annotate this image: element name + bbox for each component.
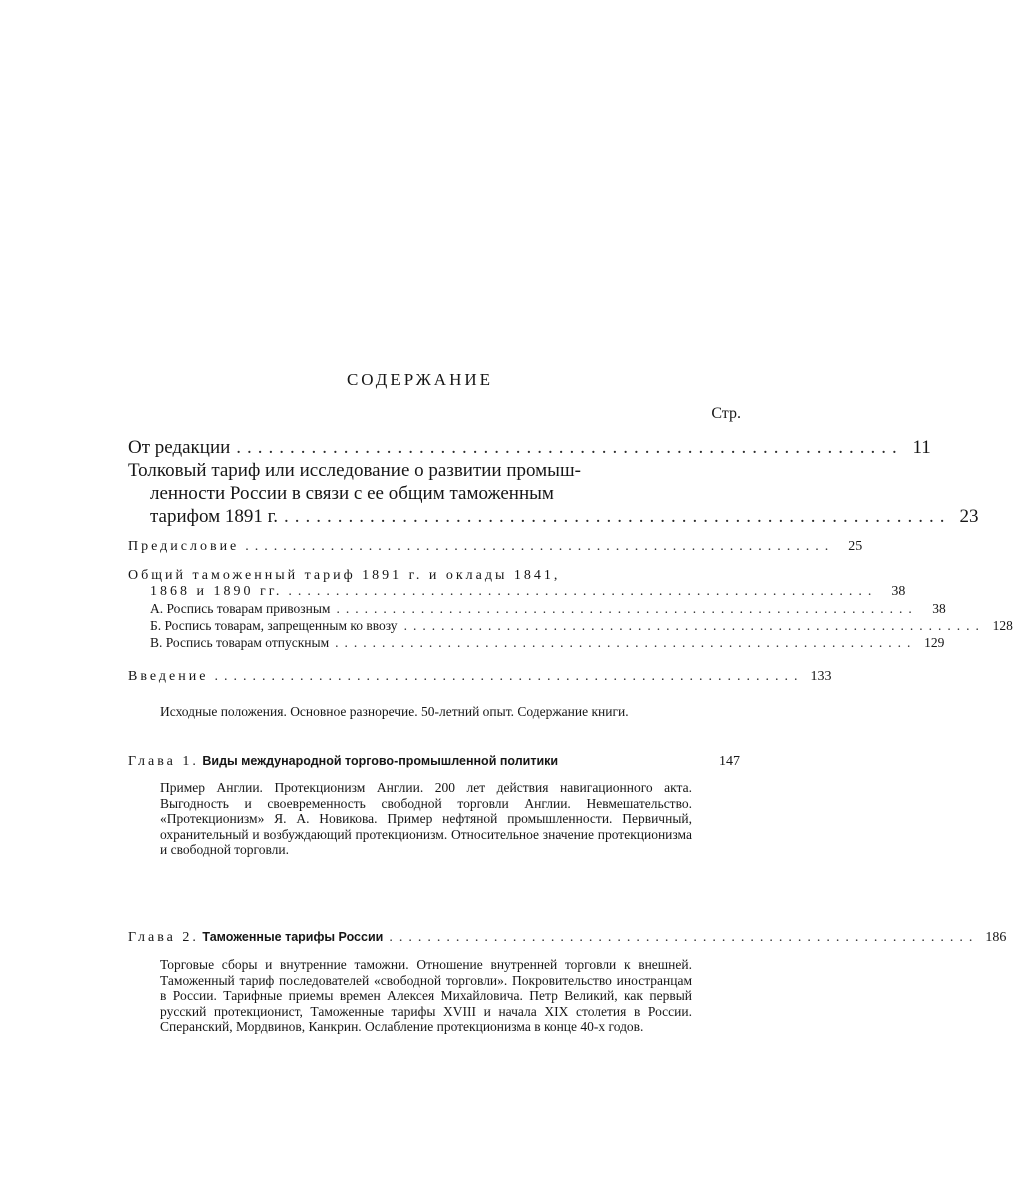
- toc-subentry-label: Б. Роспись товарам, запрещенным ко ввозу: [150, 618, 398, 633]
- toc-entry-chapter-2[interactable]: [128, 929, 1007, 946]
- leader-dots: ..............................................................: [245, 539, 835, 554]
- toc-entry-chapter-1[interactable]: [128, 753, 740, 770]
- toc-subentry-label: А. Роспись товарам привозным: [150, 601, 331, 616]
- toc-entry-page: 23: [959, 506, 979, 527]
- toc-entry-label-line: 1868 и 1890 гг.: [150, 584, 283, 599]
- toc-subentry-page: 129: [924, 635, 945, 650]
- toc-subentry-page: 128: [992, 618, 1013, 633]
- leader-dots: ..............................................................: [403, 618, 985, 633]
- toc-subentry-page: 38: [932, 601, 946, 616]
- chapter-prefix: Глава 2.: [128, 930, 199, 945]
- toc-entry-page: 25: [848, 539, 863, 554]
- toc-entry-label-line: Толковый тариф или исследование о развитии промыш-: [128, 460, 581, 481]
- leader-dots: ..............................................................: [236, 437, 903, 458]
- toc-subentry-b[interactable]: [128, 618, 1013, 633]
- leader-dots: ..............................................................: [389, 930, 979, 945]
- chapter-1-summary: Пример Англии. Протекционизм Англии. 200 лет действия навигационного акта. Выгодность и своевременность свободной торговли Англии. Невмешательство. «Протекционизм» Я. А. Новикова. Пример нефтяной промышленности. Первичный, охранительный и возбуждающий протекционизм. Относительное значение протекционизма и свободной торговли.: [160, 780, 692, 857]
- toc-entry-tariff-book[interactable]: [128, 459, 979, 528]
- toc-entry-label-line: Общий таможенный тариф 1891 г. и оклады 1841,: [128, 568, 561, 583]
- chapter-prefix: Глава 1.: [128, 754, 199, 769]
- toc-entry-label: От редакции: [128, 437, 231, 458]
- toc-entry-page: 11: [912, 437, 931, 458]
- leader-dots: ..............................................................: [336, 601, 918, 616]
- page-column-label: Стр.: [711, 405, 741, 422]
- toc-entry-label: Введение: [128, 669, 209, 684]
- toc-subentry-label: В. Роспись товарам отпускным: [150, 635, 330, 650]
- toc-subentry-a[interactable]: [128, 601, 946, 616]
- introduction-summary: Исходные положения. Основное разноречие. 50-летний опыт. Содержание книги.: [160, 704, 629, 719]
- leader-dots: ..............................................................: [288, 584, 878, 599]
- toc-entry-page: 186: [985, 930, 1007, 945]
- leader-dots: ..............................................................: [335, 635, 917, 650]
- toc-subentry-c[interactable]: [128, 635, 945, 650]
- leader-dots: ..............................................................: [214, 669, 804, 684]
- toc-entry-introduction[interactable]: [128, 669, 832, 685]
- leader-dots: ..............................................................: [284, 506, 951, 527]
- toc-entry-from-editors[interactable]: [128, 436, 931, 459]
- chapter-title: Таможенные тарифы России: [202, 930, 384, 944]
- toc-entry-page: 133: [810, 669, 832, 684]
- toc-entry-label-line: ленности России в связи с ее общим таможенным: [150, 483, 554, 504]
- toc-entry-page: 147: [719, 754, 740, 769]
- toc-entry-label-line: тарифом 1891 г.: [150, 506, 279, 527]
- toc-entry-page: 38: [891, 584, 906, 599]
- toc-entry-label: Предисловие: [128, 539, 240, 554]
- toc-entry-general-tariff[interactable]: [128, 568, 906, 600]
- chapter-title: Виды международной торгово-промышленной политики: [202, 754, 559, 768]
- toc-entry-preface[interactable]: [128, 539, 863, 555]
- toc-title: СОДЕРЖАНИЕ: [346, 370, 494, 389]
- chapter-2-summary: Торговые сборы и внутренние таможни. Отношение внутренней торговли к внешней. Таможенный тариф последователей «свободной торговли». Покровительство иностранцам в России. Тарифные приемы времен Алексея Михайловича. Петр Великий, как первый русский протекционист, Таможенные тарифы XVIII и начала XIX столетия в России. Сперанский, Мордвинов, Канкрин. Ослабление протекционизма в конце 40-х годов.: [160, 957, 692, 1034]
